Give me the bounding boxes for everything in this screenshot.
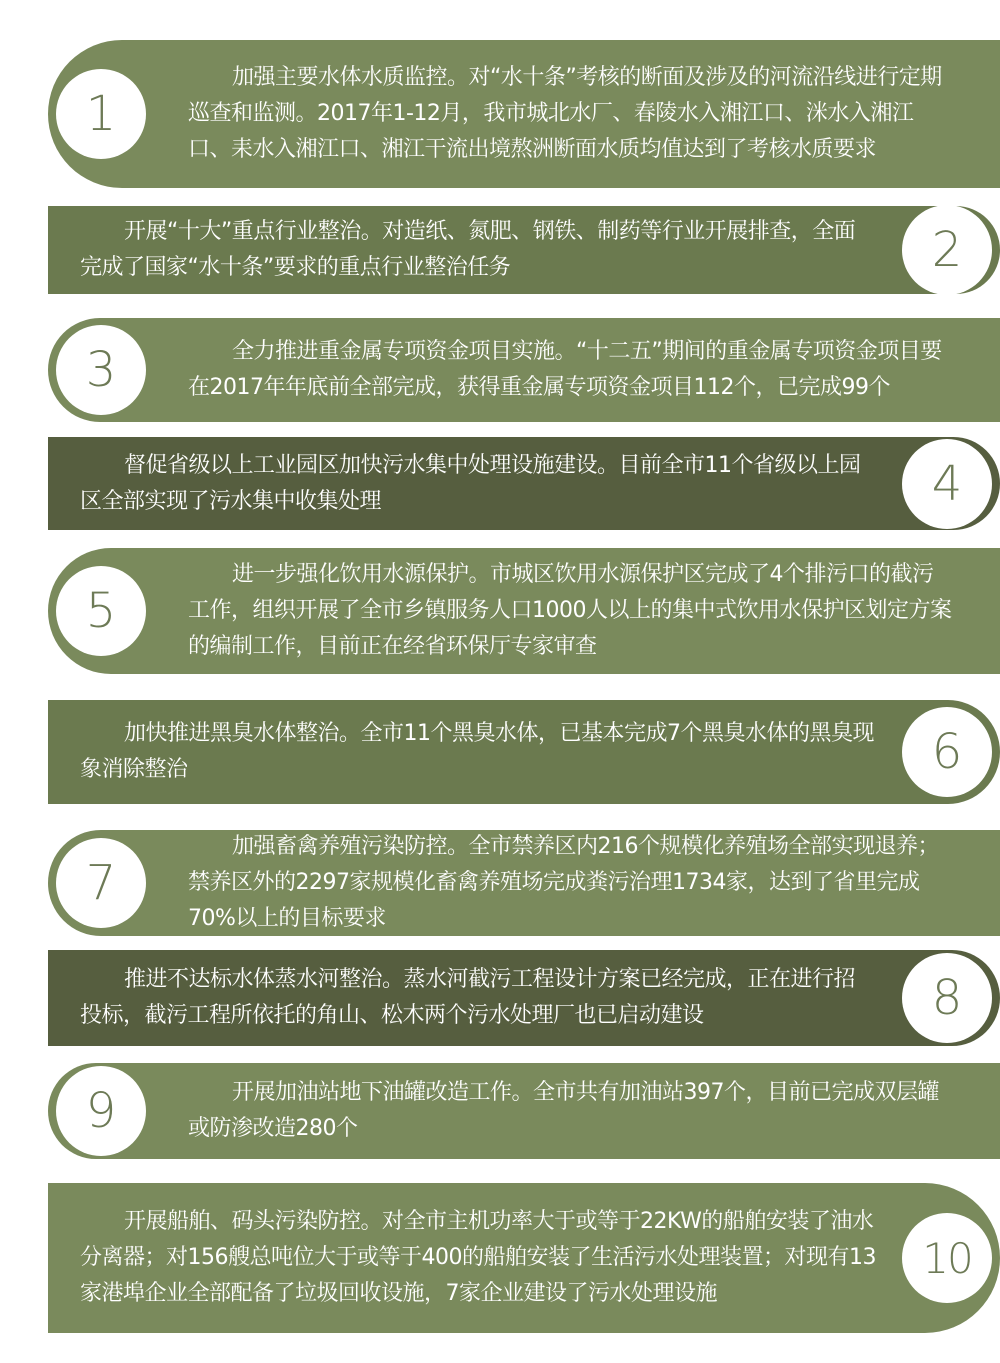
number-badge-1: 1: [56, 69, 146, 159]
item-7: [48, 830, 1000, 936]
item-10: [48, 1183, 1000, 1333]
number-badge-4: 4: [902, 439, 992, 529]
number-badge-3: 3: [56, 325, 146, 415]
item-1: [48, 40, 1000, 188]
number-badge-8: 8: [902, 953, 992, 1043]
number-badge-7: 7: [56, 838, 146, 928]
item-8: [48, 950, 1000, 1046]
item-3-text: 全力推进重金属专项资金项目实施。“十二五”期间的重金属专项资金项目要在2017年年底前全部完成，获得重金属专项资金项目112个，已完成99个: [188, 339, 942, 400]
item-3: [48, 318, 1000, 422]
number-badge-2: 2: [902, 205, 992, 295]
item-6: [48, 700, 1000, 804]
item-5-text: 进一步强化饮用水源保护。市城区饮用水源保护区完成了4个排污口的截污工作，组织开展了全市乡镇服务人口1000人以上的集中式饮用水保护区划定方案的编制工作，目前正在经省环保厅专家审查: [188, 562, 952, 659]
item-4-text: 督促省级以上工业园区加快污水集中处理设施建设。目前全市11个省级以上园区全部实现了污水集中收集处理: [80, 452, 861, 514]
item-5: [48, 548, 1000, 674]
item-7-text: 加强畜禽养殖污染防控。全市禁养区内216个规模化养殖场全部实现退养；禁养区外的2297家规模化畜禽养殖场完成粪污治理1734家，达到了省里完成70%以上的目标要求: [188, 834, 939, 931]
item-9: [48, 1063, 1000, 1159]
number-badge-10: 10: [902, 1213, 992, 1303]
item-2-text: 开展“十大”重点行业整治。对造纸、氮肥、钢铁、制药等行业开展排查，全面完成了国家“水十条”要求的重点行业整治任务: [80, 219, 856, 280]
item-9-text: 开展加油站地下油罐改造工作。全市共有加油站397个，目前已完成双层罐或防渗改造280个: [188, 1080, 939, 1141]
number-badge-5: 5: [56, 566, 146, 656]
item-2: [48, 206, 1000, 294]
item-4: [48, 437, 1000, 530]
item-8-text: 推进不达标水体蒸水河整治。蒸水河截污工程设计方案已经完成，正在进行招投标，截污工程所依托的角山、松木两个污水处理厂也已启动建设: [80, 967, 856, 1028]
number-badge-6: 6: [902, 707, 992, 797]
number-badge-9: 9: [56, 1066, 146, 1156]
item-10-text: 开展船舶、码头污染防控。对全市主机功率大于或等于22KW的船舶安装了油水分离器；对156艘总吨位大于或等于400的船舶安装了生活污水处理装置；对现有13家港埠企业全部配备了垃圾回收设施，7家企业建设了污水处理设施: [80, 1209, 876, 1306]
item-1-text: 加强主要水体水质监控。对“水十条”考核的断面及涉及的河流沿线进行定期巡查和监测。2017年1-12月，我市城北水厂、春陵水入湘江口、洣水入湘江口、耒水入湘江口、湘江干流出境熬洲断面水质均值达到了考核水质要求: [188, 65, 942, 162]
item-6-text: 加快推进黑臭水体整治。全市11个黑臭水体，已基本完成7个黑臭水体的黑臭现象消除整治: [80, 721, 874, 782]
